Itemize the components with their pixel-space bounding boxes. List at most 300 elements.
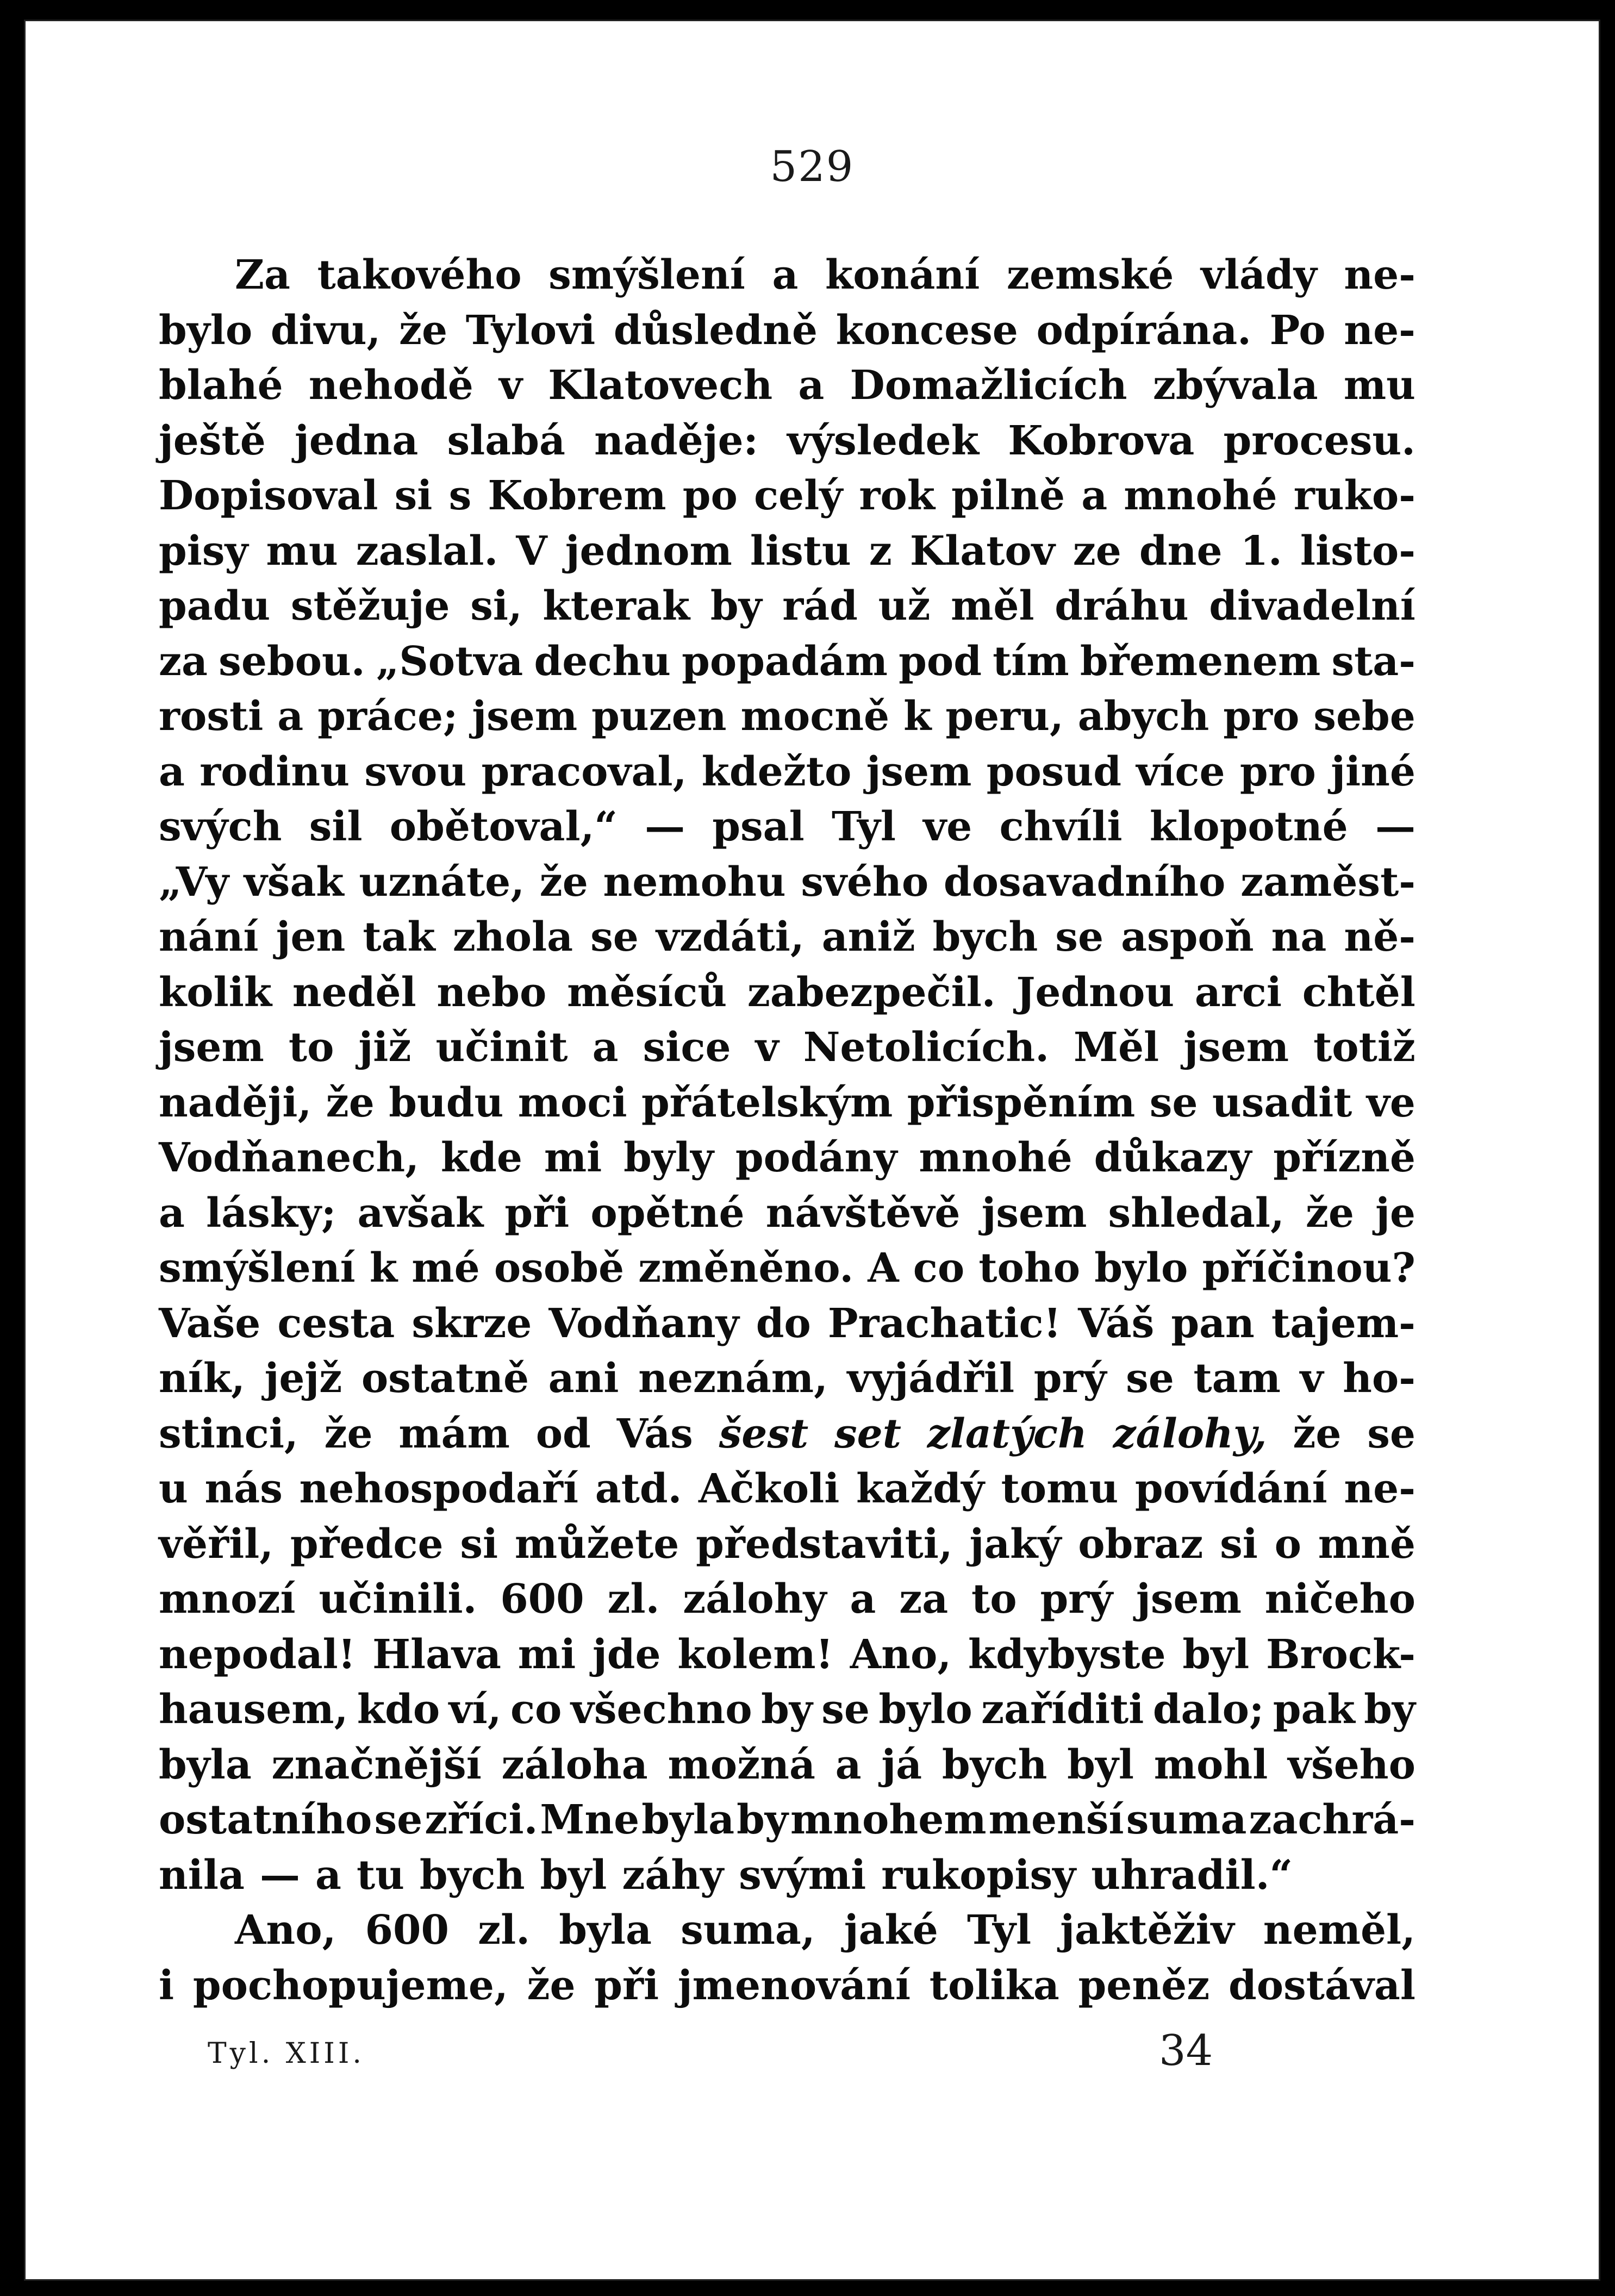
word: jaké <box>844 1907 938 1954</box>
word: tím <box>993 638 1069 685</box>
word: mnozí <box>159 1576 296 1623</box>
page-footer <box>159 2026 1416 2081</box>
word: zl. <box>607 1576 660 1623</box>
word: zaříditi <box>981 1686 1144 1733</box>
word: bych <box>932 914 1038 960</box>
word: všeho <box>1288 1741 1416 1788</box>
text-line <box>159 1351 1416 1407</box>
word: jaký <box>969 1520 1062 1568</box>
word: co <box>510 1686 562 1733</box>
word: je <box>1375 1189 1416 1237</box>
word: více <box>1136 748 1225 795</box>
word: aspoň <box>1121 914 1254 960</box>
word: značnější <box>271 1741 482 1788</box>
text-line <box>159 910 1416 965</box>
word: v <box>1300 1355 1324 1402</box>
word: já <box>881 1741 922 1788</box>
word: pilně <box>951 472 1065 519</box>
text-line <box>159 1682 1416 1738</box>
word: menší <box>988 1796 1124 1843</box>
signature-mark: Tyl. XIII. <box>208 2037 365 2070</box>
word: blahé <box>159 362 283 409</box>
word: dalo; <box>1152 1686 1264 1733</box>
word: bylo <box>159 307 253 354</box>
word: a <box>277 693 304 740</box>
word: věřil, <box>159 1520 274 1568</box>
text-line <box>159 1076 1416 1131</box>
word: i <box>159 1962 174 2009</box>
text-line <box>159 579 1416 634</box>
text-line <box>159 1848 1416 1904</box>
word: naděje: <box>594 417 758 464</box>
word: Kobrova <box>1008 417 1195 464</box>
sheet-number: 34 <box>1159 2026 1213 2075</box>
word: při <box>594 1962 659 2009</box>
word: moci <box>517 1079 627 1126</box>
text-line <box>159 1186 1416 1241</box>
word: neměl, <box>1263 1907 1416 1954</box>
word: odpírána. <box>1036 307 1251 354</box>
word: Za <box>235 252 290 298</box>
word: ví, <box>448 1686 502 1733</box>
word: nebo <box>437 969 547 1016</box>
word: pod <box>899 638 982 685</box>
word: představiti, <box>696 1520 953 1568</box>
word: stinci, <box>159 1410 298 1457</box>
word: zl. <box>478 1907 531 1954</box>
word: celý <box>753 472 843 519</box>
word: a <box>835 1741 862 1788</box>
word: mnohem <box>790 1796 987 1843</box>
word: jsem <box>472 693 578 740</box>
word: návštěvě <box>765 1189 961 1237</box>
word: prý <box>1040 1576 1113 1623</box>
word: neznám, <box>638 1355 828 1402</box>
word: nila <box>159 1851 245 1899</box>
word: listu <box>750 527 851 575</box>
word: listo- <box>1300 527 1416 575</box>
word: k <box>369 1245 398 1292</box>
text-line <box>159 855 1416 910</box>
word: s <box>448 472 472 519</box>
word: suma, <box>681 1907 815 1954</box>
text-line <box>159 1903 1416 1958</box>
word: v <box>499 362 523 409</box>
word: uznáte, <box>359 858 525 906</box>
word: mu <box>266 527 338 575</box>
word: vyjádřil <box>847 1355 1015 1402</box>
word: ne- <box>1344 252 1416 298</box>
word: A <box>868 1245 899 1292</box>
word: Klatov <box>909 527 1055 575</box>
word: u <box>159 1465 188 1512</box>
word: zaslal. <box>356 527 498 575</box>
word: mně <box>1318 1520 1416 1568</box>
word: jsem <box>159 1024 264 1071</box>
word: dráhu <box>1055 583 1189 629</box>
word: sebou. <box>219 638 365 685</box>
word: Po <box>1269 307 1326 354</box>
word: povídání <box>1134 1465 1327 1512</box>
word: a <box>850 1576 876 1623</box>
word: za <box>899 1576 949 1623</box>
word: nání <box>159 914 259 960</box>
text-line <box>159 965 1416 1021</box>
text-line <box>159 634 1416 690</box>
word: jejž <box>264 1355 342 1402</box>
word: nehodě <box>308 362 473 409</box>
word: pro <box>1239 748 1316 795</box>
word: se <box>1126 1355 1174 1402</box>
word: možná <box>668 1741 815 1788</box>
text-line <box>159 358 1416 414</box>
word: tam <box>1193 1355 1281 1402</box>
word: o <box>1274 1520 1301 1568</box>
word: byla <box>559 1907 652 1954</box>
text-line <box>159 1793 1416 1848</box>
word: Ano, <box>235 1907 336 1954</box>
word: důkazy <box>1094 1134 1252 1181</box>
word: zlatých <box>927 1410 1087 1457</box>
word: se <box>1149 1079 1198 1126</box>
word: „Sotva <box>376 638 523 685</box>
word: byl <box>540 1851 607 1899</box>
word: podány <box>735 1134 897 1181</box>
word: jen <box>276 914 346 960</box>
word: mu <box>1343 362 1416 409</box>
word: by <box>737 1796 788 1843</box>
word: Netolicích. <box>803 1024 1049 1071</box>
word: klopotné <box>1149 803 1348 850</box>
body-text <box>159 248 1416 2013</box>
word: Domažlicích <box>850 362 1127 409</box>
word: učinit <box>435 1024 568 1071</box>
word: Klatovech <box>548 362 773 409</box>
word: zbývala <box>1152 362 1318 409</box>
word: Měl <box>1074 1024 1159 1071</box>
word: nemohu <box>603 858 786 906</box>
word: měsíců <box>567 969 727 1016</box>
word: jedna <box>294 417 419 464</box>
word: stěžuje <box>290 583 450 629</box>
word: nás <box>204 1465 283 1512</box>
word: přispěním <box>907 1079 1136 1126</box>
word: dne <box>1139 527 1223 575</box>
word: ne- <box>1344 1465 1416 1512</box>
word: toho <box>978 1245 1081 1292</box>
word: Váš <box>1078 1300 1155 1347</box>
text-line <box>159 248 1416 303</box>
word: opětné <box>590 1189 745 1237</box>
text-line <box>159 1407 1416 1462</box>
word: — <box>1375 803 1416 850</box>
text-line <box>159 1958 1416 2014</box>
word: 600 <box>500 1576 584 1623</box>
text-line <box>159 800 1416 855</box>
word: dechu <box>534 638 671 685</box>
text-line <box>159 1572 1416 1627</box>
word: všechno <box>570 1686 752 1733</box>
word: byla <box>159 1741 252 1788</box>
word: naději, <box>159 1079 312 1126</box>
word: svého <box>801 858 929 906</box>
word: zhola <box>452 914 573 960</box>
word: jiné <box>1331 748 1416 795</box>
text-line <box>159 1627 1416 1683</box>
word: jsem <box>1183 1024 1289 1071</box>
word: atd. <box>595 1465 682 1512</box>
page-number: 529 <box>770 142 855 191</box>
word: ve <box>923 803 972 850</box>
word: by <box>710 583 762 629</box>
word: rodinu <box>199 748 350 795</box>
word: Brock- <box>1266 1631 1416 1678</box>
word: bych <box>419 1851 525 1899</box>
word: příčinou? <box>1202 1245 1416 1292</box>
word: Tyl <box>831 803 896 850</box>
word: Jednou <box>1016 969 1175 1016</box>
word: za <box>159 638 208 685</box>
word: si <box>394 472 433 519</box>
word: nepodal! <box>159 1631 356 1678</box>
word: mohl <box>1153 1741 1268 1788</box>
word: divu, <box>270 307 381 354</box>
word: v <box>755 1024 779 1071</box>
word: puzen <box>591 693 727 740</box>
word: zachrá- <box>1249 1796 1416 1843</box>
word: Hlava <box>372 1631 501 1678</box>
text-line <box>159 1131 1416 1186</box>
word: nehospodaří <box>299 1465 579 1512</box>
word: mnohé <box>919 1134 1072 1181</box>
word: přízně <box>1273 1134 1416 1181</box>
word: cesta <box>277 1300 395 1347</box>
word: kdybyste <box>968 1631 1166 1678</box>
word: dostával <box>1228 1962 1416 2009</box>
word: že <box>1305 1189 1354 1237</box>
word: neděl <box>292 969 416 1016</box>
word: obraz <box>1078 1520 1204 1568</box>
word: ostatního <box>159 1796 372 1843</box>
word: však <box>244 858 344 906</box>
word: dosavadního <box>943 858 1226 906</box>
word: mocně <box>740 693 890 740</box>
word: ruko- <box>1293 472 1416 519</box>
text-line <box>159 1020 1416 1076</box>
word: břemenem <box>1080 638 1321 685</box>
word: mi <box>517 1631 576 1678</box>
word: ník, <box>159 1355 245 1402</box>
word: pan <box>1171 1300 1255 1347</box>
word: pracoval, <box>481 748 687 795</box>
word: usadit <box>1212 1079 1352 1126</box>
word: avšak <box>357 1189 484 1237</box>
word: peněz <box>1078 1962 1210 2009</box>
word: že <box>1293 1410 1342 1457</box>
word: každý <box>856 1465 984 1512</box>
word: se <box>374 1796 423 1843</box>
word: ne- <box>1344 307 1416 354</box>
word: — <box>259 1851 300 1899</box>
word: rok <box>859 472 936 519</box>
word: by <box>761 1686 813 1733</box>
word: od <box>535 1410 591 1457</box>
word: arci <box>1194 969 1282 1016</box>
word: uhradil.“ <box>1091 1851 1293 1899</box>
word: svých <box>159 803 282 850</box>
text-line <box>159 524 1416 579</box>
word: byl <box>1182 1631 1250 1678</box>
word: lásky; <box>206 1189 336 1237</box>
word: Vaše <box>159 1300 261 1347</box>
word: suma <box>1126 1796 1247 1843</box>
word: ani <box>548 1355 619 1402</box>
word: můžete <box>514 1520 679 1568</box>
word: abych <box>1077 693 1209 740</box>
word: „Vy <box>159 858 229 906</box>
word: přátelským <box>641 1079 893 1126</box>
word: 600 <box>365 1907 449 1954</box>
word: bylo <box>1094 1245 1188 1292</box>
word: kterak <box>543 583 690 629</box>
word: byla <box>641 1796 735 1843</box>
word: při <box>504 1189 570 1237</box>
word: a <box>159 1189 185 1237</box>
word: mnohé <box>1124 472 1277 519</box>
word: jednom <box>565 527 732 575</box>
word: svou <box>364 748 467 795</box>
word: ho- <box>1343 1355 1416 1402</box>
word: prý <box>1033 1355 1107 1402</box>
word: jsem <box>866 748 972 795</box>
word: rád <box>782 583 858 629</box>
word: rosti <box>159 693 264 740</box>
text-line <box>159 414 1416 469</box>
word: a <box>315 1851 341 1899</box>
word: zálohy, <box>1113 1410 1267 1457</box>
word: mám <box>398 1410 510 1457</box>
word: sil <box>309 803 363 850</box>
word: a <box>772 252 799 298</box>
book-page <box>24 20 1600 2281</box>
word: pochopujeme, <box>192 1962 508 2009</box>
word: kolik <box>159 969 272 1016</box>
word: a <box>159 748 185 795</box>
text-line <box>159 303 1416 359</box>
word: z <box>869 527 892 575</box>
word: měl <box>951 583 1034 629</box>
word: učinili. <box>319 1576 477 1623</box>
text-line <box>159 1462 1416 1517</box>
word: ostatně <box>361 1355 529 1402</box>
word: aniž <box>821 914 915 960</box>
word: Mne <box>540 1796 640 1843</box>
word: Vás <box>616 1410 693 1457</box>
word: to <box>288 1024 334 1071</box>
word: tolika <box>929 1962 1059 2009</box>
word: do <box>756 1300 811 1347</box>
text-line <box>159 1296 1416 1352</box>
word: si, <box>470 583 522 629</box>
word: že <box>326 1079 375 1126</box>
word: peru, <box>945 693 1064 740</box>
word: výsledek <box>787 417 980 464</box>
word: shledal, <box>1108 1189 1284 1237</box>
word: Tyl <box>967 1907 1032 1954</box>
word: změněno. <box>638 1245 854 1292</box>
word: práce; <box>317 693 458 740</box>
word: tomu <box>1001 1465 1119 1512</box>
word: smýšlení <box>159 1245 356 1292</box>
word: to <box>971 1576 1017 1623</box>
word: — <box>645 803 685 850</box>
word: sice <box>643 1024 731 1071</box>
word: pisy <box>159 527 248 575</box>
word: jde <box>592 1631 661 1678</box>
word: na <box>1271 914 1327 960</box>
word: chtěl <box>1302 969 1416 1016</box>
word: že <box>324 1410 373 1457</box>
text-line <box>159 469 1416 524</box>
word: si <box>460 1520 498 1568</box>
text-line <box>159 1517 1416 1573</box>
word: se <box>590 914 639 960</box>
word: osobě <box>494 1245 625 1292</box>
word: ničeho <box>1264 1576 1416 1623</box>
word: konání <box>825 252 980 298</box>
word: obětoval,“ <box>389 803 618 850</box>
word: skrze <box>411 1300 532 1347</box>
word: smýšlení <box>548 252 745 298</box>
word: sebe <box>1313 693 1416 740</box>
word: takového <box>317 252 522 298</box>
word: zabezpečil. <box>747 969 996 1016</box>
word: záhy <box>622 1851 724 1899</box>
word: mé <box>411 1245 480 1292</box>
word: důsledně <box>613 307 818 354</box>
text-line <box>159 1738 1416 1793</box>
word: Dopisoval <box>159 472 378 519</box>
word: by <box>1364 1686 1416 1733</box>
word: si <box>1220 1520 1258 1568</box>
word: koncese <box>835 307 1018 354</box>
word: totiž <box>1313 1024 1416 1071</box>
word: hausem, <box>159 1686 348 1733</box>
word: pak <box>1273 1686 1355 1733</box>
word: zaměst- <box>1240 858 1416 906</box>
word: kolem! <box>677 1631 833 1678</box>
word: co <box>913 1245 965 1292</box>
word: psal <box>712 803 805 850</box>
word: Ano, <box>850 1631 952 1678</box>
word: sta- <box>1331 638 1416 685</box>
word: budu <box>389 1079 504 1126</box>
word: kdo <box>357 1686 440 1733</box>
word: ně- <box>1344 914 1416 960</box>
word: k <box>903 693 932 740</box>
word: a <box>798 362 825 409</box>
word: mi <box>544 1134 602 1181</box>
word: bylo <box>878 1686 972 1733</box>
word: zemské <box>1006 252 1174 298</box>
word: že <box>527 1962 576 2009</box>
word: svými <box>739 1851 866 1899</box>
word: jsem <box>981 1189 1087 1237</box>
word: ze <box>1072 527 1121 575</box>
word: Kobrem <box>488 472 666 519</box>
word: chvíli <box>999 803 1123 850</box>
word: set <box>834 1410 901 1457</box>
